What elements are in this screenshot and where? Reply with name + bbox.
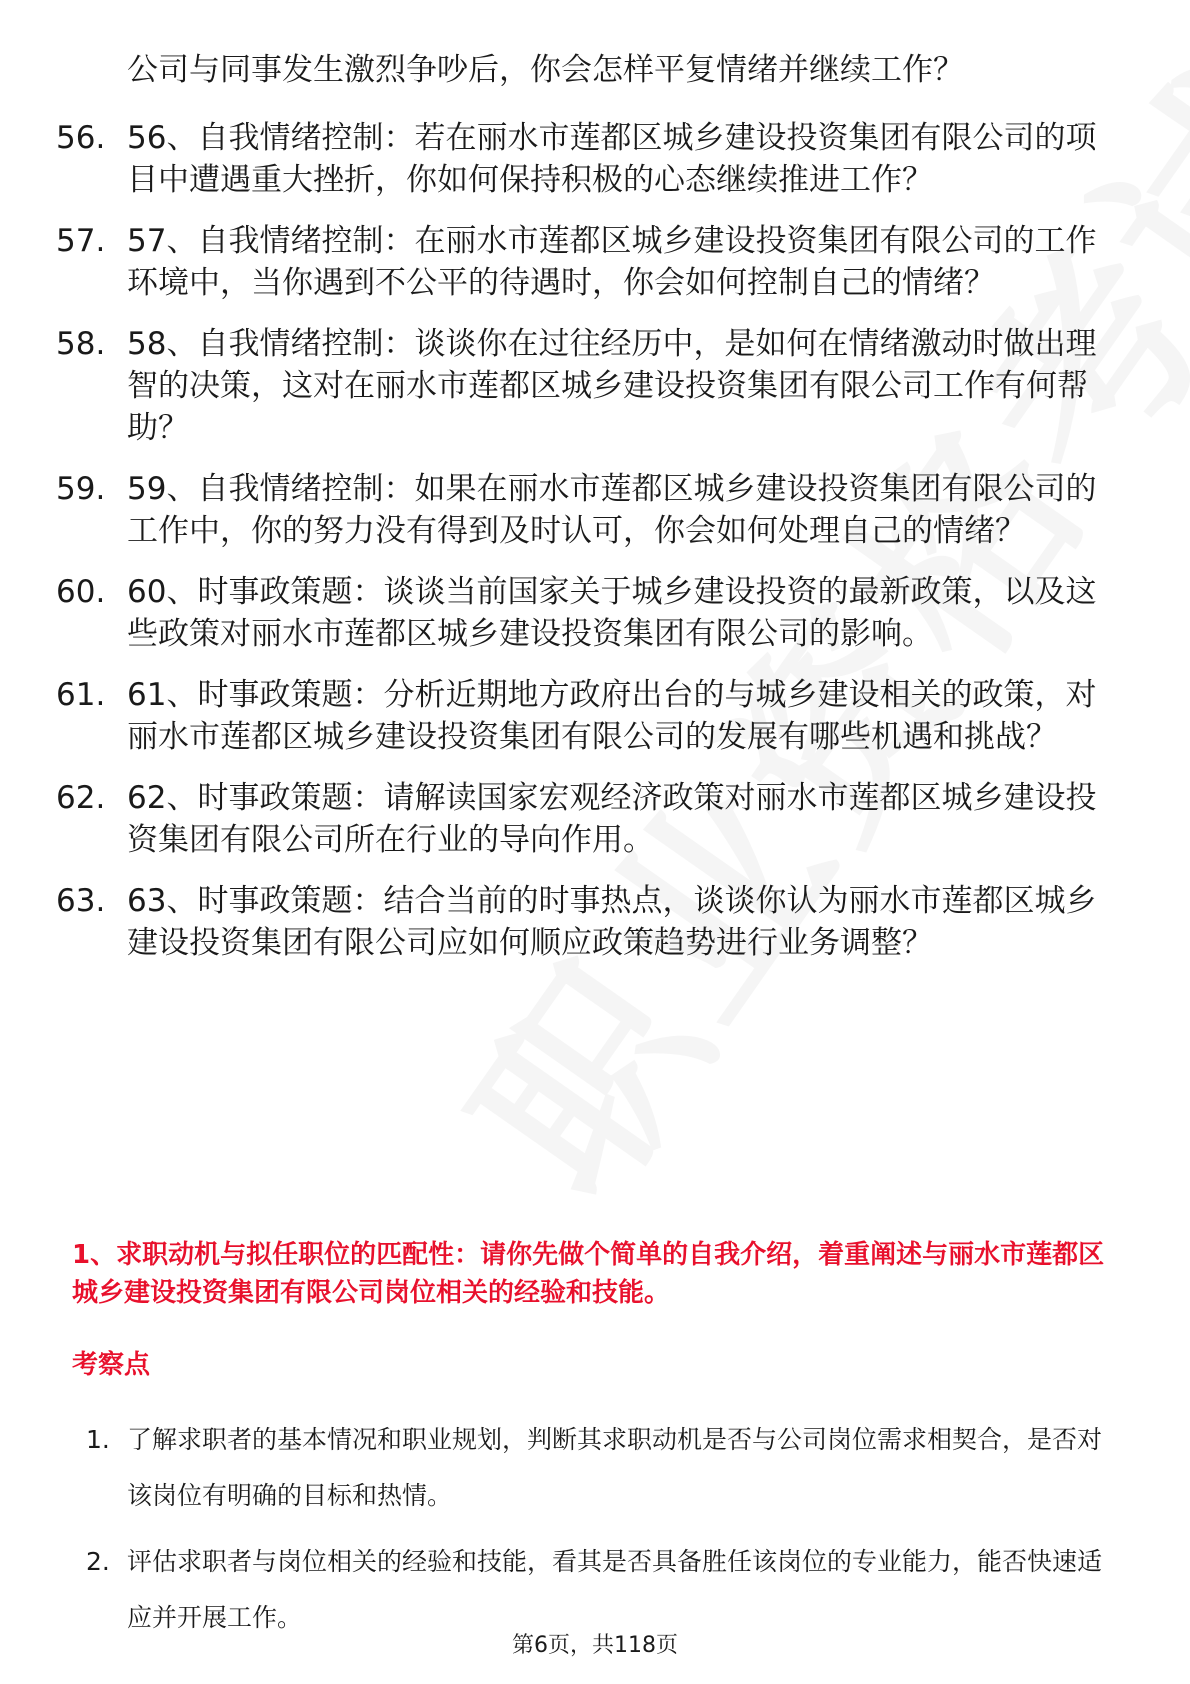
point-item <box>0 1412 1112 1524</box>
question-number: 56. <box>56 120 106 156</box>
point-text: 评估求职者与岗位相关的经验和技能，看其是否具备胜任该岗位的专业能力，能否快速适应并开展工作。 <box>127 1547 1103 1632</box>
question-continuation: 公司与同事发生激烈争吵后，你会怎样平复情绪并继续工作？ <box>127 52 964 88</box>
question-text: 60、时事政策题：谈谈当前国家关于城乡建设投资的最新政策，以及这些政策对丽水市莲都区城乡建设投资集团有限公司的影响。 <box>127 574 1097 652</box>
section-title: 1、求职动机与拟任职位的匹配性：请你先做个简单的自我介绍，着重阐述与丽水市莲都区城乡建设投资集团有限公司岗位相关的经验和技能。 <box>72 1240 1105 1308</box>
question-text: 56、自我情绪控制：若在丽水市莲都区城乡建设投资集团有限公司的项目中遭遇重大挫折，你如何保持积极的心态继续推进工作？ <box>127 120 1097 198</box>
page-footer: 第6页，共118页 <box>512 1633 678 1658</box>
question-list <box>0 117 1190 983</box>
question-number: 57. <box>56 223 106 259</box>
point-text: 了解求职者的基本情况和职业规划，判断其求职动机是否与公司岗位需求相契合，是否对该岗位有明确的目标和热情。 <box>127 1425 1103 1510</box>
point-number: 1. <box>86 1425 110 1454</box>
question-text: 61、时事政策题：分析近期地方政府出台的与城乡建设相关的政策，对丽水市莲都区城乡建设投资集团有限公司的发展有哪些机遇和挑战？ <box>127 677 1097 755</box>
question-text: 62、时事政策题：请解读国家宏观经济政策对丽水市莲都区城乡建设投资集团有限公司所在行业的导向作用。 <box>127 780 1097 858</box>
question-item <box>0 674 1112 758</box>
question-number: 59. <box>56 471 106 507</box>
question-item <box>0 777 1112 861</box>
question-item <box>0 323 1112 449</box>
points-list <box>0 1412 1190 1656</box>
question-text: 63、时事政策题：结合当前的时事热点，谈谈你认为丽水市莲都区城乡建设投资集团有限公司应如何顺应政策趋势进行业务调整？ <box>127 883 1097 961</box>
point-number: 2. <box>86 1547 110 1576</box>
question-number: 61. <box>56 677 106 713</box>
points-heading: 考察点 <box>72 1350 151 1380</box>
question-text: 58、自我情绪控制：谈谈你在过往经历中，是如何在情绪激动时做出理智的决策，这对在丽水市莲都区城乡建设投资集团有限公司工作有何帮助？ <box>127 326 1097 446</box>
question-item <box>0 468 1112 552</box>
question-number: 63. <box>56 883 106 919</box>
question-text: 57、自我情绪控制：在丽水市莲都区城乡建设投资集团有限公司的工作环境中，当你遇到不公平的待遇时，你会如何控制自己的情绪？ <box>127 223 1097 301</box>
question-text: 59、自我情绪控制：如果在丽水市莲都区城乡建设投资集团有限公司的工作中，你的努力没有得到及时认可，你会如何处理自己的情绪？ <box>127 471 1097 549</box>
question-number: 60. <box>56 574 106 610</box>
question-item <box>0 880 1112 964</box>
question-item <box>0 220 1112 304</box>
question-number: 62. <box>56 780 106 816</box>
question-item <box>0 571 1112 655</box>
question-item <box>0 117 1112 201</box>
question-number: 58. <box>56 326 106 362</box>
